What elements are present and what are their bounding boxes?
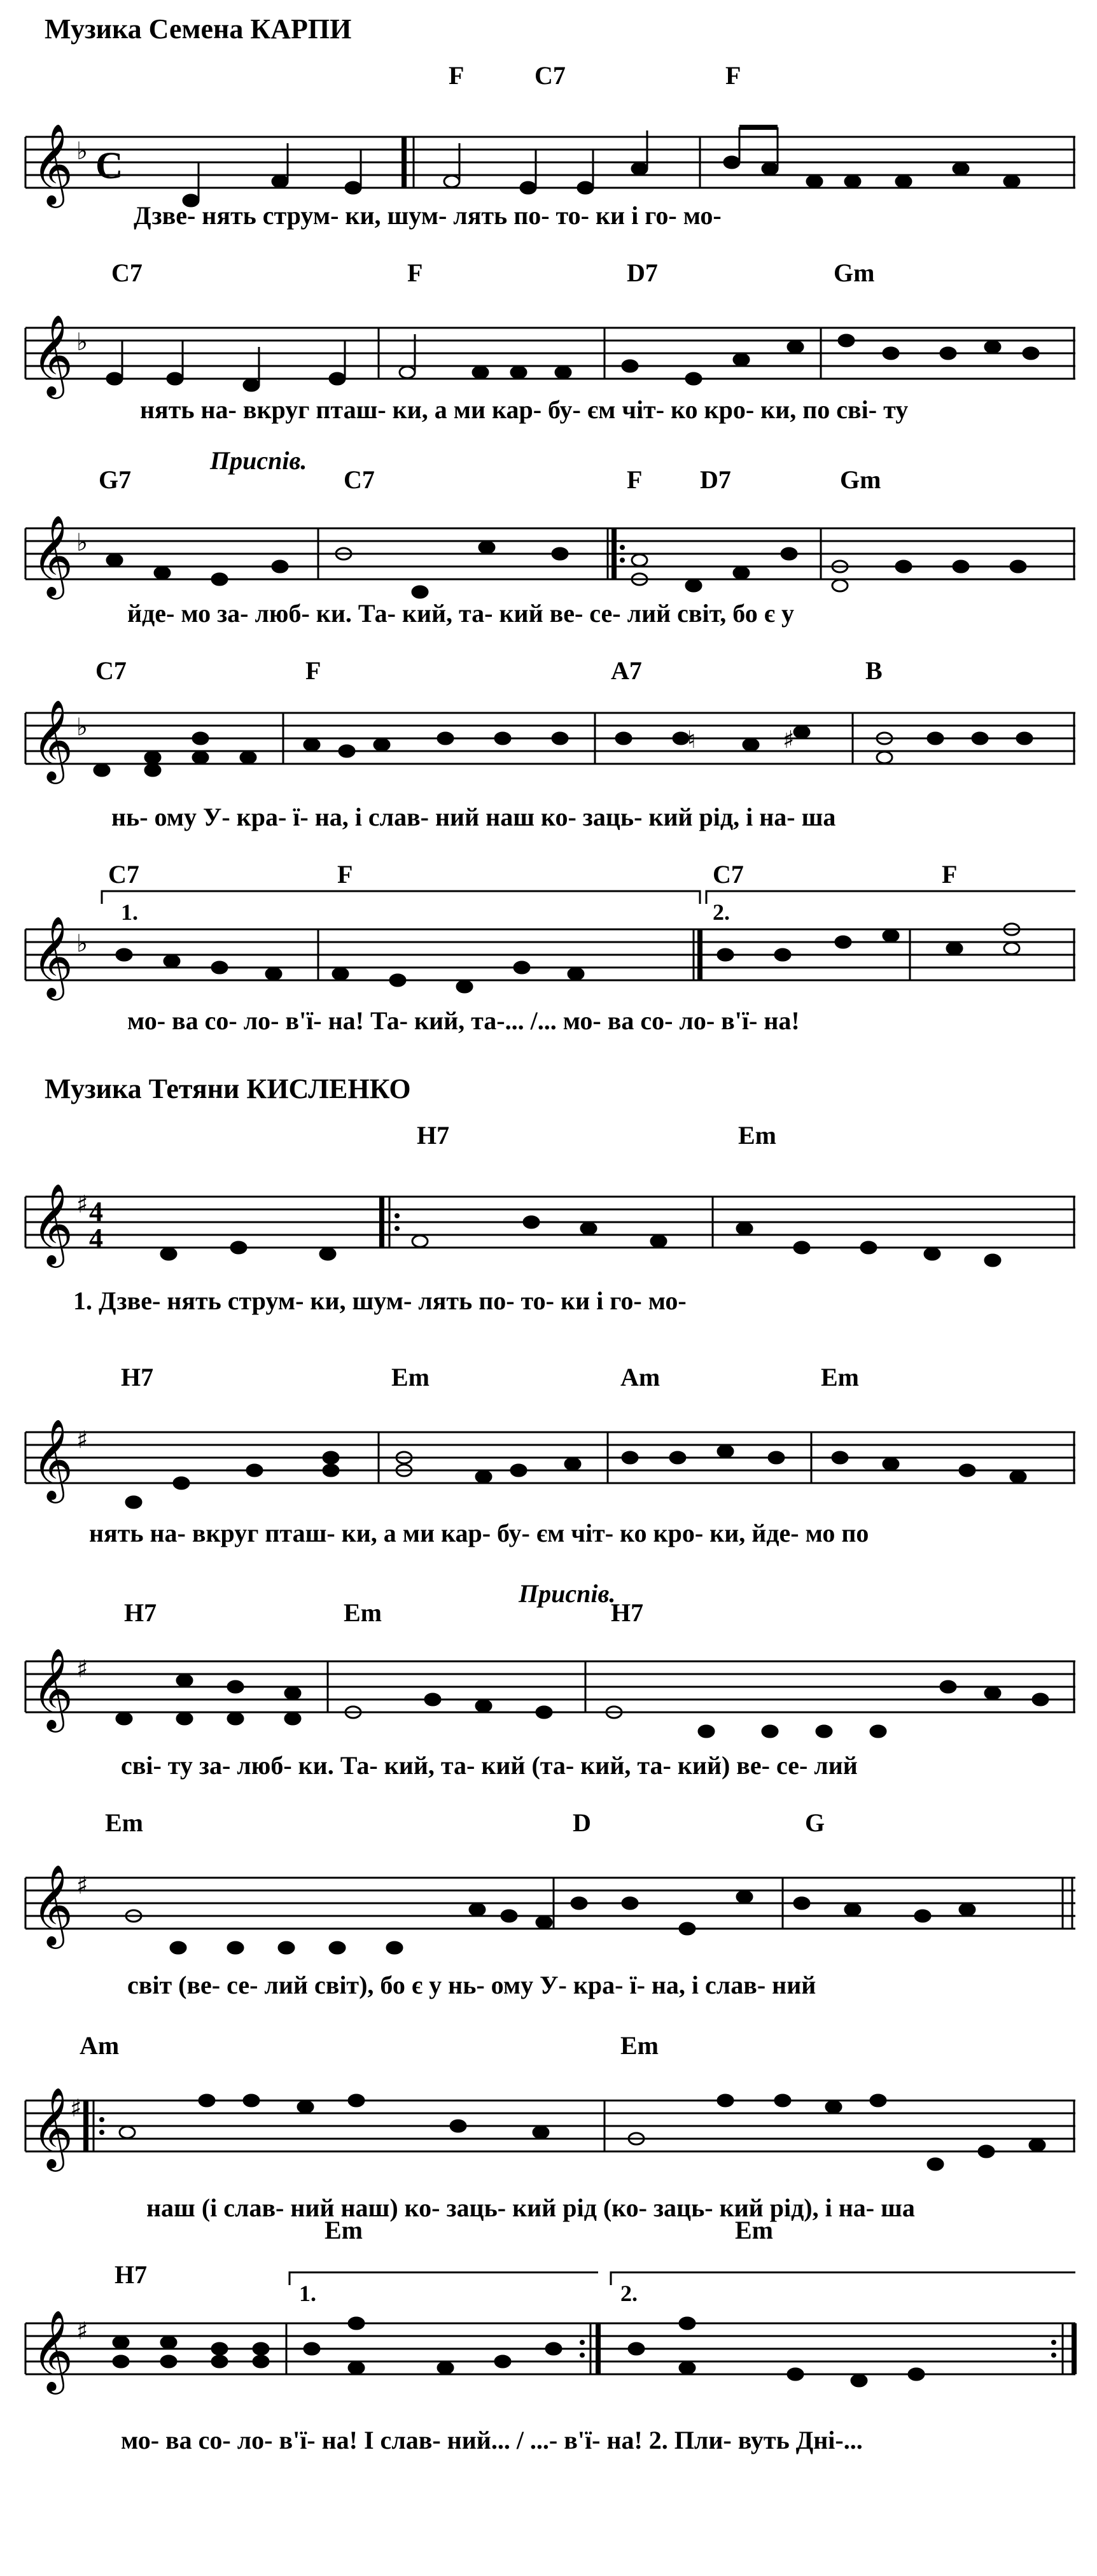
chord: C7: [713, 860, 744, 889]
treble-clef-icon: 𝄞: [32, 2309, 74, 2391]
song1-system-2: [0, 258, 1097, 449]
staff: [0, 1840, 1097, 1980]
chord: C7: [344, 465, 375, 494]
treble-clef-icon: 𝄞: [32, 915, 74, 997]
refrain-label: Приспів.: [519, 1579, 616, 1608]
song2-system-3: [0, 1579, 1097, 1789]
song2-system-5: [0, 2024, 1097, 2234]
chord: H7: [115, 2260, 148, 2289]
svg-text:♮: ♮: [687, 726, 696, 754]
chord: Am: [620, 1363, 660, 1391]
lyrics-line: сві- ту за- люб- ки. Та- кий, та- кий (та- кий, та- кий) ве- се- лий: [121, 1751, 858, 1780]
common-time-icon: C: [95, 144, 123, 187]
chord: G7: [99, 465, 132, 494]
notes: [183, 127, 1019, 206]
lyrics-line: наш (і слав- ний наш) ко- заць- кий рід (ко- заць- кий рід), і на- ша: [146, 2193, 915, 2222]
chord: Em: [344, 1598, 382, 1627]
chord: A7: [611, 656, 642, 685]
flat-icon: ♭: [76, 328, 88, 356]
chord: Em: [105, 1808, 143, 1837]
chord: Am: [80, 2031, 120, 2060]
chord: F: [407, 258, 423, 287]
lyrics-line: нь- ому У- кра- ї- на, і слав- ний наш ко- заць- кий рід, і на- ша: [111, 803, 836, 831]
staff: [0, 2062, 1097, 2202]
staff: [0, 1152, 1097, 1292]
chord: B: [865, 656, 883, 685]
chord: Em: [821, 1363, 859, 1391]
chord: C7: [111, 258, 143, 287]
flat-icon: ♭: [76, 713, 88, 741]
chord: F: [337, 860, 353, 889]
chord: C7: [95, 656, 127, 685]
volta-1: 1.: [299, 2281, 316, 2306]
sharp-icon: ♯: [76, 2317, 88, 2345]
treble-clef-icon: 𝄞: [32, 514, 74, 596]
lyrics-line: світ (ве- се- лий світ), бо є у нь- ому У- кра- ї- на, і слав- ний: [127, 1971, 816, 1999]
treble-clef-icon: 𝄞: [32, 1183, 74, 1264]
chord: F: [627, 465, 643, 494]
song1-composer: Музика Семена КАРПИ: [45, 13, 352, 45]
treble-clef-icon: 𝄞: [32, 123, 74, 204]
chord: H7: [121, 1363, 154, 1391]
song2-system-2: [0, 1356, 1097, 1559]
sharp-icon: ♯: [70, 2094, 82, 2122]
volta-1: 1.: [121, 899, 138, 925]
staff: [0, 878, 1097, 1018]
song1-system-3: [0, 446, 1097, 649]
staff: [0, 1388, 1097, 1528]
lyrics-line: мо- ва со- ло- в'ї- на! Та- кий, та-... /... мо- ва со- ло- в'ї- на!: [127, 1006, 800, 1035]
chord: C7: [108, 860, 139, 889]
song1-system-5: [0, 847, 1097, 1057]
chord: Em: [325, 2216, 363, 2244]
volta-2: 2.: [620, 2281, 638, 2306]
chord: F: [449, 61, 465, 90]
sharp-icon: ♯: [76, 1655, 88, 1683]
chord: Em: [391, 1363, 430, 1391]
time-signature-top: 4: [89, 1196, 103, 1227]
lyrics-line: нять на- вкруг пташ- ки, а ми кар- бу- єм чіт- ко кро- ки, йде- мо по: [89, 1519, 869, 1547]
chord: Gm: [840, 465, 881, 494]
chord: H7: [417, 1121, 450, 1150]
flat-icon: ♭: [76, 528, 88, 556]
sharp-icon: ♯: [76, 1190, 88, 1218]
treble-clef-icon: 𝄞: [32, 2087, 74, 2168]
treble-clef-icon: 𝄞: [32, 1418, 74, 1500]
song2-system-1: [0, 1114, 1097, 1330]
chord: F: [305, 656, 321, 685]
chord: F: [942, 860, 958, 889]
chord: C7: [535, 61, 566, 90]
volta-2: 2.: [713, 899, 730, 925]
song2-system-4: [0, 1801, 1097, 2011]
chord: Gm: [834, 258, 875, 287]
song2-composer: Музика Тетяни КИСЛЕНКО: [45, 1073, 411, 1104]
svg-text:♯: ♯: [783, 726, 795, 754]
staff: [0, 1623, 1097, 1763]
lyrics-line: 1. Дзве- нять струм- ки, шум- лять по- то- ки і го- мо-: [73, 1286, 687, 1315]
chord: D: [573, 1808, 591, 1837]
chord: Em: [738, 1121, 776, 1150]
chord: D7: [700, 465, 731, 494]
refrain-label: Приспів.: [210, 446, 307, 475]
treble-clef-icon: 𝄞: [32, 1647, 74, 1729]
treble-clef-icon: 𝄞: [32, 314, 74, 395]
staff: [0, 2266, 1097, 2425]
lyrics-line: мо- ва со- ло- в'ї- на! І слав- ний... / ...- в'ї- на! 2. Пли- вуть Дні-...: [121, 2426, 863, 2454]
lyrics-line: нять на- вкруг пташ- ки, а ми кар- бу- єм чіт- ко кро- ки, по сві- ту: [140, 395, 909, 424]
sharp-icon: ♯: [76, 1426, 88, 1454]
song2-system-6: [0, 2216, 1097, 2565]
treble-clef-icon: 𝄞: [32, 699, 74, 780]
time-signature-bottom: 4: [89, 1223, 103, 1254]
song1-system-4: [0, 643, 1097, 847]
lyrics-line: Дзве- нять струм- ки, шум- лять по- то- ки і го- мо-: [134, 201, 722, 230]
flat-icon: ♭: [76, 929, 88, 957]
chord: Em: [735, 2216, 773, 2244]
chord: H7: [124, 1598, 157, 1627]
chord: F: [725, 61, 741, 90]
chord: D7: [627, 258, 658, 287]
chord: G: [805, 1808, 825, 1837]
flat-icon: ♭: [76, 137, 88, 165]
lyrics-line: йде- мо за- люб- ки. Та- кий, та- кий ве- се- лий світ, бо є у: [127, 599, 795, 628]
chord: Em: [620, 2031, 659, 2060]
sharp-icon: ♯: [76, 1871, 88, 1899]
song1-system-1: [0, 60, 1097, 264]
treble-clef-icon: 𝄞: [32, 1864, 74, 1945]
chord: H7: [611, 1598, 644, 1627]
staff: [0, 681, 1097, 821]
